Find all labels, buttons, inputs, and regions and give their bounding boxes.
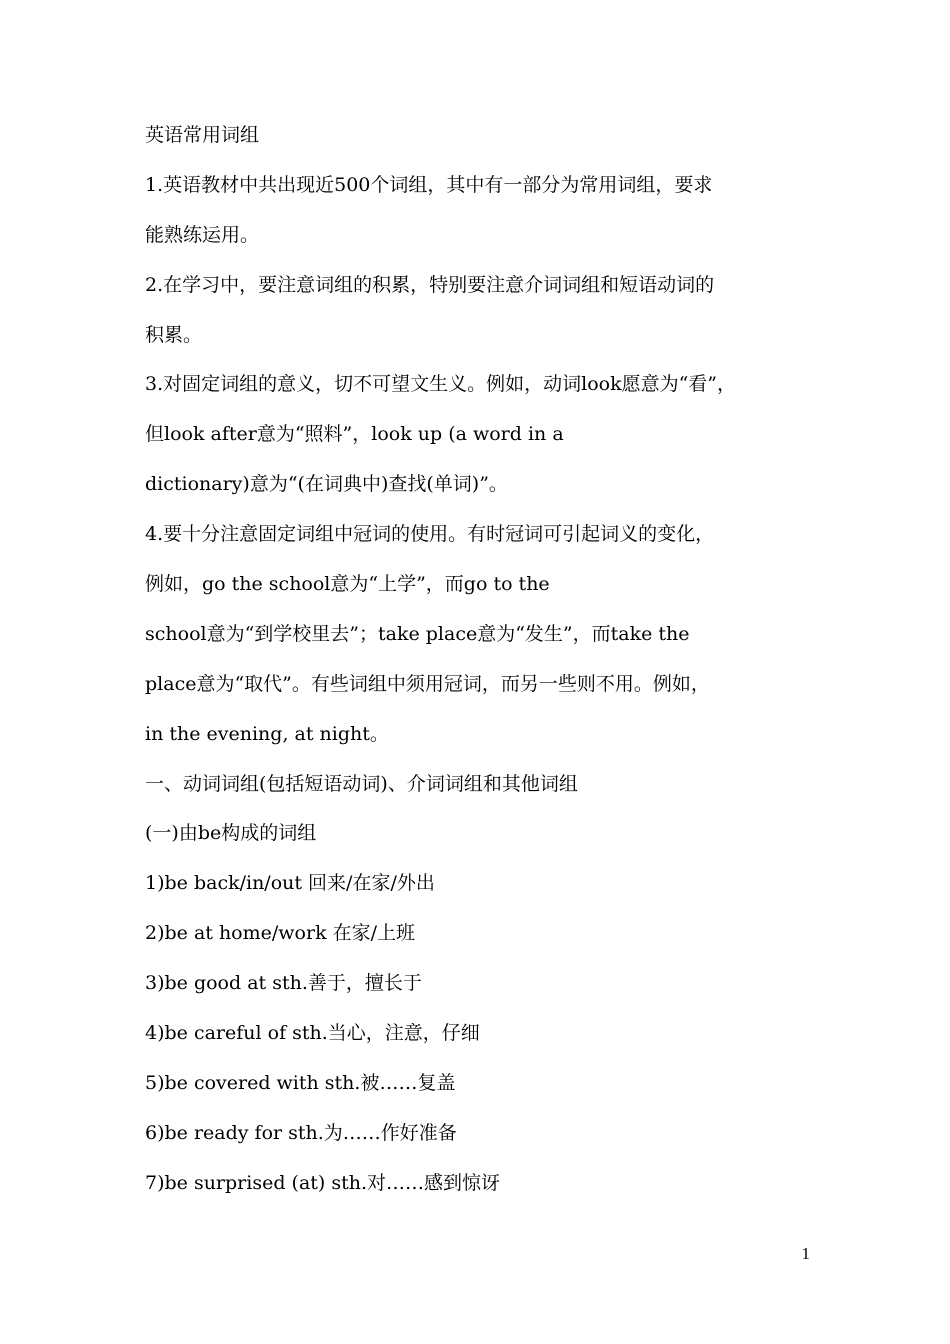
text-line: 4.要十分注意固定词组中冠词的使用。有时冠词可引起词义的变化， [145, 523, 715, 546]
list-item: 2)be at home/work 在家/上班 [145, 922, 416, 945]
text-line: in the evening, at night。 [145, 722, 389, 745]
list-item: 7)be surprised (at) sth.对……感到惊讶 [145, 1171, 501, 1194]
text-line: 积累。 [145, 323, 203, 346]
list-item: 6)be ready for sth.为……作好准备 [145, 1121, 457, 1144]
text-line: 3.对固定词组的意义，切不可望文生义。例如，动词look愿意为“看”， [145, 373, 737, 396]
list-item: 5)be covered with sth.被……复盖 [145, 1071, 456, 1094]
document-title: 英语常用词组 [145, 124, 260, 146]
text-line: place意为“取代”。有些词组中须用冠词，而另一些则不用。例如， [145, 672, 710, 695]
text-line: dictionary)意为“(在词典中)查找(单词)”。 [145, 473, 508, 496]
text-line: 能熟练运用。 [145, 223, 260, 246]
page-number: 1 [801, 1244, 810, 1263]
text-line: 例如，go the school意为“上学”，而go to the [145, 573, 550, 596]
text-line: school意为“到学校里去”；take place意为“发生”，而take the [145, 622, 690, 645]
section-heading: 一、动词词组(包括短语动词)、介词词组和其他词组 [145, 772, 578, 795]
list-item: 1)be back/in/out 回来/在家/外出 [145, 872, 435, 895]
text-line: 2.在学习中，要注意词组的积累，特别要注意介词词组和短语动词的 [145, 273, 715, 296]
subsection-heading: (一)由be构成的词组 [145, 822, 317, 845]
text-line: 但look after意为“照料”，look up (a word in a [145, 423, 564, 446]
document-body [145, 111, 810, 1209]
text-line: 1.英语教材中共出现近500个词组，其中有一部分为常用词组，要求 [145, 173, 713, 196]
list-item: 3)be good at sth.善于，擅长于 [145, 972, 422, 995]
list-item: 4)be careful of sth.当心，注意，仔细 [145, 1022, 480, 1045]
